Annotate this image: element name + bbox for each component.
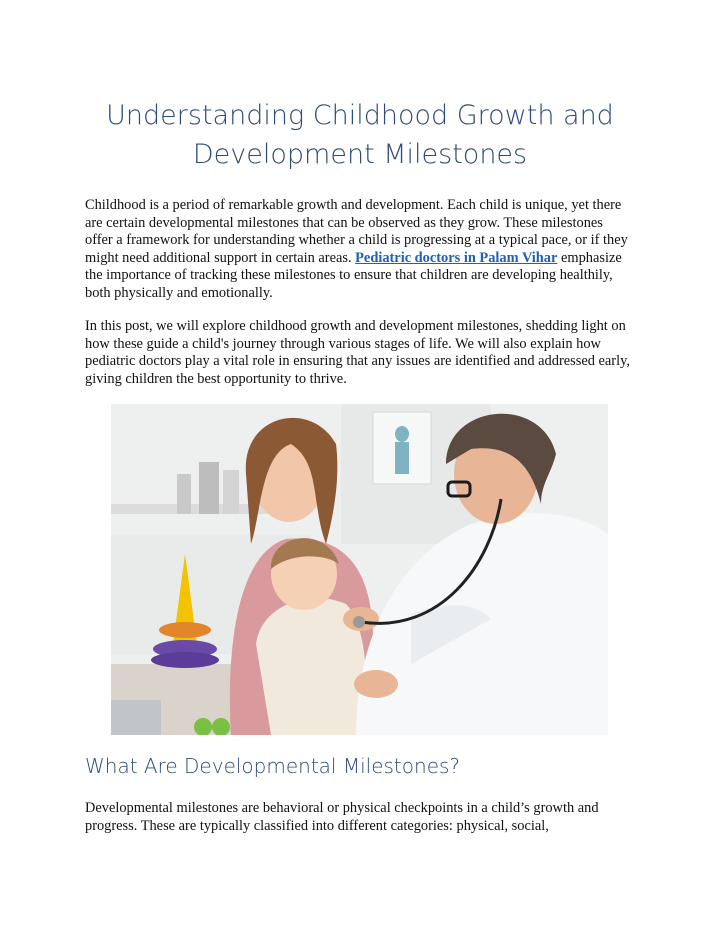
intro-text-before-link: Childhood is a period of remarkable growth and development. Each child is unique, yet there are certain developmental milestones that can be observed as they grow. These milestones offer a framework for understanding whether a child is progressing at a typical pace, or if they might need additional support in certain areas. bbox=[85, 197, 628, 266]
intro-paragraph bbox=[85, 197, 633, 303]
page-title: Understanding Childhood Growth and Development Milestones bbox=[106, 100, 614, 170]
intro-text-after-link: emphasize the importance of tracking these milestones to ensure that children are developing healthily, both physically and emotionally. bbox=[85, 249, 622, 301]
second-paragraph: In this post, we will explore childhood growth and development milestones, shedding light on how these guide a child's journey through various stages of life. We will also explain how pediatric doctors play a vital role in ensuring that any issues are identified and addressed early, giving children the best opportunity to thrive. bbox=[85, 318, 630, 387]
third-paragraph: Developmental milestones are behavioral or physical checkpoints in a child’s growth and progress. These are typically classified into different categories: physical, social, bbox=[85, 800, 599, 834]
doctor-examining-child-photo bbox=[111, 404, 608, 735]
pediatric-doctors-link[interactable]: Pediatric doctors in Palam Vihar bbox=[355, 249, 558, 266]
section-heading: What Are Developmental Milestones? bbox=[85, 754, 461, 778]
